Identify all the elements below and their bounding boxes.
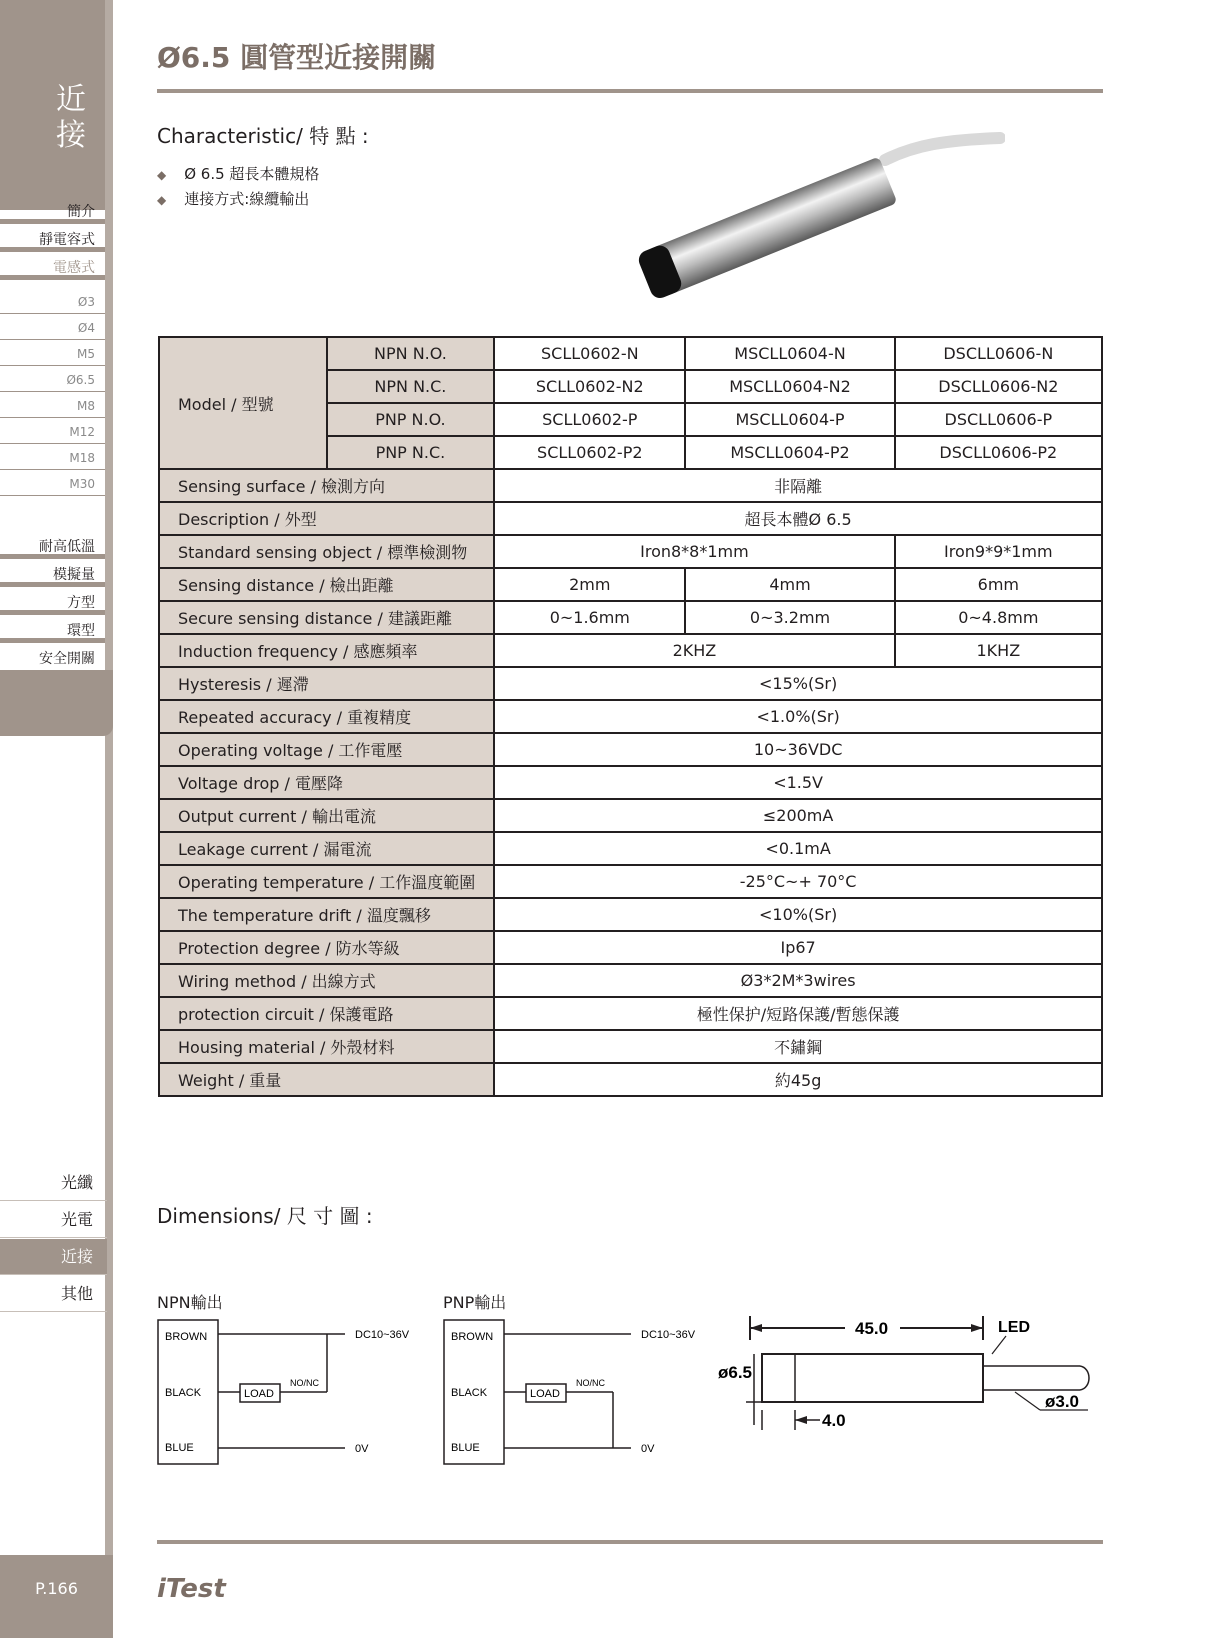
row-value: 1KHZ <box>895 634 1102 667</box>
model-type: PNP N.O. <box>327 403 495 436</box>
dimension-drawing <box>710 1310 1105 1440</box>
svg-text:BLUE: BLUE <box>165 1442 194 1454</box>
row-label: Output current / 輸出電流 <box>159 799 494 832</box>
sidebar-group-analog[interactable]: 模擬量 <box>0 563 105 587</box>
row-value: 超長本體Ø 6.5 <box>494 502 1102 535</box>
svg-text:LED: LED <box>998 1319 1030 1336</box>
model-cell: MSCLL0604-N <box>685 337 894 370</box>
model-cell: MSCLL0604-N2 <box>685 370 894 403</box>
sidebar-size-3[interactable]: Ø3 <box>0 290 105 314</box>
row-label: Operating temperature / 工作溫度範圍 <box>159 865 494 898</box>
row-value: <1.5V <box>494 766 1102 799</box>
svg-text:BROWN: BROWN <box>451 1331 494 1343</box>
model-type: NPN N.O. <box>327 337 495 370</box>
table-row <box>159 700 1102 733</box>
row-value: 約45g <box>494 1063 1102 1096</box>
svg-text:0V: 0V <box>641 1443 655 1455</box>
row-label: Weight / 重量 <box>159 1063 494 1096</box>
svg-text:BROWN: BROWN <box>165 1331 208 1343</box>
sidebar-item-intro[interactable]: 簡介 <box>0 200 105 224</box>
model-cell: SCLL0602-N2 <box>494 370 685 403</box>
row-value: <10%(Sr) <box>494 898 1102 931</box>
row-value: <0.1mA <box>494 832 1102 865</box>
svg-text:NO/NC: NO/NC <box>290 1378 319 1388</box>
pnp-wiring-diagram <box>441 1318 711 1466</box>
sidebar-item-capacitive[interactable]: 靜電容式 <box>0 228 105 252</box>
row-label: Secure sensing distance / 建議距離 <box>159 601 494 634</box>
table-row <box>159 964 1102 997</box>
row-label: Repeated accuracy / 重複精度 <box>159 700 494 733</box>
diamond-icon: ◆ <box>157 193 167 207</box>
npn-wiring-diagram <box>155 1318 425 1466</box>
table-row <box>159 832 1102 865</box>
svg-text:4.0: 4.0 <box>822 1411 846 1430</box>
sidebar-item-inductive[interactable]: 電感式 <box>0 256 105 280</box>
title-rule <box>157 89 1103 93</box>
row-label: The temperature drift / 溫度飄移 <box>159 898 494 931</box>
row-value: 0~1.6mm <box>494 601 685 634</box>
row-label: Operating voltage / 工作電壓 <box>159 733 494 766</box>
row-label: Sensing surface / 檢測方向 <box>159 469 494 502</box>
table-row <box>159 337 1102 370</box>
pnp-title: PNP輸出 <box>443 1293 507 1312</box>
row-label: Leakage current / 漏電流 <box>159 832 494 865</box>
sidebar-size-m30[interactable]: M30 <box>0 472 105 496</box>
model-cell: DSCLL0606-P2 <box>895 436 1102 469</box>
row-value: 2KHZ <box>494 634 894 667</box>
sidebar-footer-block <box>0 670 113 736</box>
sidebar-size-m8[interactable]: M8 <box>0 394 105 418</box>
table-row <box>159 568 1102 601</box>
sensor-product-image <box>625 130 1005 300</box>
svg-text:ø3.0: ø3.0 <box>1045 1392 1080 1411</box>
row-label: Standard sensing object / 標準檢測物 <box>159 535 494 568</box>
row-label: Voltage drop / 電壓降 <box>159 766 494 799</box>
row-label: Protection degree / 防水等級 <box>159 931 494 964</box>
sidebar-group-safety[interactable]: 安全開關 <box>39 651 95 667</box>
feature-bullet: ◆ 連接方式:線纜輸出 <box>157 190 310 208</box>
row-value: Iron8*8*1mm <box>494 535 894 568</box>
page-title: Ø6.5 圓管型近接開關 <box>157 41 437 74</box>
row-value: 非隔離 <box>494 469 1102 502</box>
npn-title: NPN輸出 <box>157 1293 223 1312</box>
sidebar-group-temp[interactable]: 耐高低溫 <box>0 535 105 559</box>
model-cell: DSCLL0606-N2 <box>895 370 1102 403</box>
model-cell: SCLL0602-N <box>494 337 685 370</box>
row-label: Model / 型號 <box>159 337 327 469</box>
nav-fiber[interactable]: 光纖 <box>0 1165 107 1201</box>
row-value: 2mm <box>494 568 685 601</box>
row-value: Ø3*2M*3wires <box>494 964 1102 997</box>
row-value: 不鏽鋼 <box>494 1030 1102 1063</box>
row-label: Sensing distance / 檢出距離 <box>159 568 494 601</box>
table-row <box>159 898 1102 931</box>
nav-proximity[interactable]: 近接 <box>0 1239 107 1275</box>
row-label: Wiring method / 出線方式 <box>159 964 494 997</box>
row-value: Iron9*9*1mm <box>895 535 1102 568</box>
row-value: Ip67 <box>494 931 1102 964</box>
svg-text:ø6.5: ø6.5 <box>718 1363 753 1382</box>
table-row <box>159 931 1102 964</box>
table-row <box>159 1063 1102 1096</box>
svg-text:BLACK: BLACK <box>451 1387 488 1399</box>
svg-text:NO/NC: NO/NC <box>576 1378 605 1388</box>
sidebar-size-m5[interactable]: M5 <box>0 342 105 366</box>
svg-text:BLACK: BLACK <box>165 1387 202 1399</box>
nav-other[interactable]: 其他 <box>0 1276 107 1312</box>
row-label: protection circuit / 保護電路 <box>159 997 494 1030</box>
row-value: 4mm <box>685 568 894 601</box>
sidebar-strip <box>105 0 113 1638</box>
nav-photoelectric[interactable]: 光電 <box>0 1202 107 1238</box>
row-value: ≤200mA <box>494 799 1102 832</box>
table-row <box>159 667 1102 700</box>
svg-text:45.0: 45.0 <box>855 1319 889 1338</box>
model-type: NPN N.C. <box>327 370 495 403</box>
row-value: 6mm <box>895 568 1102 601</box>
table-row <box>159 733 1102 766</box>
footer-rule <box>157 1540 1103 1544</box>
row-value: 0~4.8mm <box>895 601 1102 634</box>
diamond-icon: ◆ <box>157 168 167 182</box>
model-cell: MSCLL0604-P2 <box>685 436 894 469</box>
table-row <box>159 469 1102 502</box>
spec-table <box>158 336 1103 1097</box>
svg-text:DC10~36V: DC10~36V <box>355 1329 410 1341</box>
dimensions-heading: Dimensions/ 尺 寸 圖 : <box>157 1204 373 1228</box>
row-value: 極性保护/短路保護/暫態保護 <box>494 997 1102 1030</box>
svg-text:LOAD: LOAD <box>530 1388 560 1400</box>
sidebar-size-4[interactable]: Ø4 <box>0 316 105 340</box>
model-cell: DSCLL0606-P <box>895 403 1102 436</box>
row-value: 0~3.2mm <box>685 601 894 634</box>
row-value: 10~36VDC <box>494 733 1102 766</box>
model-type: PNP N.C. <box>327 436 495 469</box>
table-row <box>159 997 1102 1030</box>
table-row <box>159 601 1102 634</box>
table-row <box>159 535 1102 568</box>
brand-logo: iTest <box>157 1574 226 1604</box>
sidebar-size-m12[interactable]: M12 <box>0 420 105 444</box>
page-number: P.166 <box>0 1555 113 1638</box>
model-cell: SCLL0602-P2 <box>494 436 685 469</box>
table-row <box>159 865 1102 898</box>
row-label: Description / 外型 <box>159 502 494 535</box>
model-cell: DSCLL0606-N <box>895 337 1102 370</box>
sidebar-category: 近 接 <box>56 82 86 153</box>
svg-text:BLUE: BLUE <box>451 1442 480 1454</box>
sidebar-size-6-5[interactable]: Ø6.5 <box>0 368 105 392</box>
svg-text:0V: 0V <box>355 1443 369 1455</box>
feature-bullet: ◆ Ø 6.5 超長本體規格 <box>157 165 320 183</box>
table-row <box>159 766 1102 799</box>
row-value: <15%(Sr) <box>494 667 1102 700</box>
characteristic-heading: Characteristic/ 特 點 : <box>157 124 369 148</box>
row-value: -25°C~+ 70°C <box>494 865 1102 898</box>
svg-text:DC10~36V: DC10~36V <box>641 1329 696 1341</box>
model-cell: MSCLL0604-P <box>685 403 894 436</box>
model-cell: SCLL0602-P <box>494 403 685 436</box>
row-label: Hysteresis / 遲滯 <box>159 667 494 700</box>
sidebar-group-ring[interactable]: 環型 <box>0 619 105 643</box>
row-label: Housing material / 外殼材料 <box>159 1030 494 1063</box>
sidebar-group-square[interactable]: 方型 <box>0 591 105 615</box>
table-row <box>159 799 1102 832</box>
row-value: <1.0%(Sr) <box>494 700 1102 733</box>
svg-text:LOAD: LOAD <box>244 1388 274 1400</box>
table-row <box>159 1030 1102 1063</box>
table-row <box>159 634 1102 667</box>
table-row <box>159 502 1102 535</box>
sidebar-size-m18[interactable]: M18 <box>0 446 105 470</box>
row-label: Induction frequency / 感應頻率 <box>159 634 494 667</box>
